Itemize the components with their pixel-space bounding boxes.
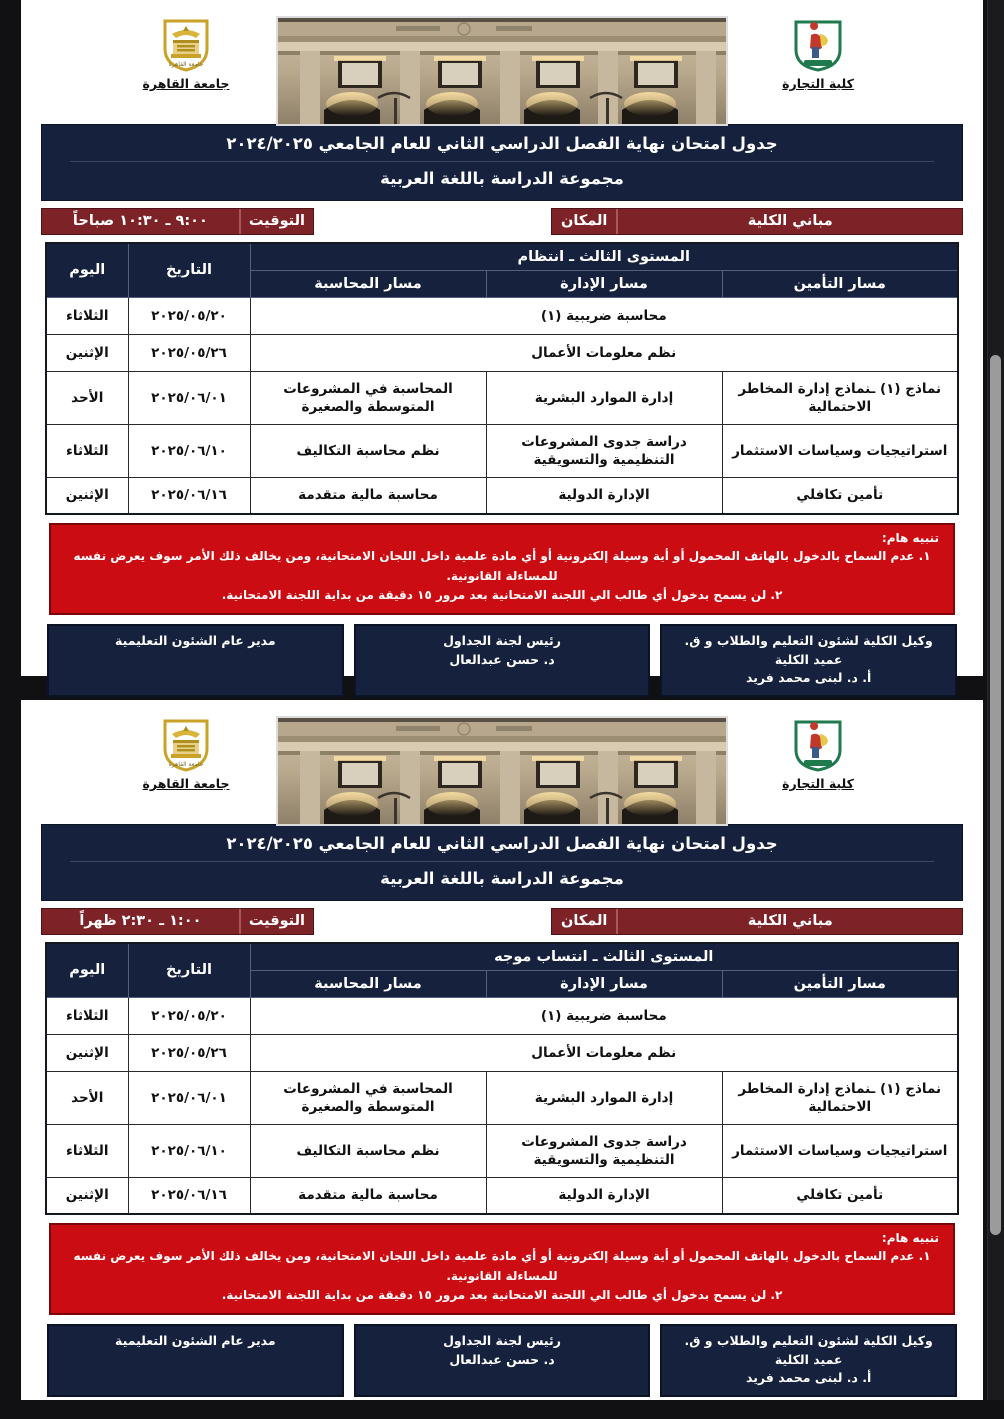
title-divider [70,861,934,862]
vertical-scrollbar-thumb[interactable] [990,355,1001,1235]
page-1-level-header: المستوى الثالث ـ انتظام [250,243,958,271]
page-1-time-chip [41,208,314,235]
page-2-title-block [41,824,963,901]
page-1-signature-schedule-chair-role: رئيس لجنة الجداول [443,632,561,648]
page-2-info-strip [41,908,963,935]
page-2-row-4-insurance: تأمين تكافلي [722,1177,958,1214]
page-2-row-1-day: الإثنين [46,1034,128,1071]
page-2-row-3-accounting: نظم محاسبة التكاليف [250,1124,486,1177]
page-1-table-body [46,297,958,514]
page-1-row-3-management: دراسة جدوى المشروعات التنظيمية والتسويقية [486,424,722,477]
page-2-row-0-date: ٢٠٢٥/٠٥/٢٠ [128,997,250,1034]
page-2-signature-vice-dean-role: وكيل الكلية لشئون التعليم والطلاب و ق. عميد الكلية [684,1332,933,1367]
page-1-row-2-accounting: المحاسبة في المشروعات المتوسطة والصغيرة [250,371,486,424]
cairo-university-shield-logo [160,716,212,772]
page-1-row-4-date: ٢٠٢٥/٠٦/١٦ [128,477,250,514]
page-2-signature-row [47,1324,957,1397]
svg-text:جامعة القاهرة: جامعة القاهرة [168,61,204,68]
page-1-row-4-day: الإثنين [46,477,128,514]
page-1-row-3-insurance: استراتيجيات وسياسات الاستثمار [722,424,958,477]
page-2-notice-title: تنبيه هام: [881,1231,939,1246]
page-2-place-label: المكان [552,909,618,934]
page-1-row-2-insurance: نماذج (١) ـنماذج إدارة المخاطر الاحتمالية [722,371,958,424]
page-1-row-3-accounting: نظم محاسبة التكاليف [250,424,486,477]
page-1-signature-vice-dean-name: أ. د. لبنى محمد فريد [745,670,872,686]
page-1-signature-row [47,624,957,697]
page-2-col-insurance: مسار التأمين [722,970,958,997]
page-1-notice-title: تنبيه هام: [881,531,939,546]
page-2-signature-vice-dean [660,1324,957,1397]
page-2-content [21,700,983,1419]
page-2-row-0-day: الثلاثاء [46,997,128,1034]
page-2-exam-table [45,942,959,1216]
page-2-notice-item-1: ١. عدم السماح بالدخول بالهاتف المحمول أو أية وسيلة إلكترونية أو أي مادة علمية داخل اللجان الامتحانية، ومن يخالف ذلك الأمر سوف يعرض نفسه للمساءلة القانونية. [73,1249,931,1283]
page-1-row-4-accounting: محاسبة مالية متقدمة [250,477,486,514]
faculty-of-commerce-shield-logo [792,16,844,72]
page-2-row-1-date: ٢٠٢٥/٠٥/٢٦ [128,1034,250,1071]
page-1-place-label: المكان [552,209,618,234]
table-row [46,424,958,477]
page-1-table-wrap [41,242,963,516]
page-1-row-1-date: ٢٠٢٥/٠٥/٢٦ [128,334,250,371]
page-2-row-3-management: دراسة جدوى المشروعات التنظيمية والتسويقية [486,1124,722,1177]
document-page-2 [21,700,983,1419]
page-2-signature-schedule-chair-role: رئيس لجنة الجداول [443,1332,561,1348]
svg-text:جامعة القاهرة: جامعة القاهرة [168,761,204,768]
page-2-signature-schedule-chair [354,1324,651,1397]
table-row [46,477,958,514]
brand-cairo-university-label: جامعة القاهرة [142,776,230,791]
page-1-signature-schedule-chair-name: د. حسن عبدالعال [449,651,555,667]
page-1-col-management: مسار الإدارة [486,270,722,297]
table-row [46,1177,958,1214]
page-2-row-4-date: ٢٠٢٥/٠٦/١٦ [128,1177,250,1214]
brand-faculty-of-commerce [743,16,893,91]
page-1-notice-item-2: ٢. لن يسمح بدخول أي طالب الي اللجنة الامتحانية بعد مرور ١٥ دقيقة من بداية اللجنة الامتحانية. [221,587,783,602]
page-2-level-header: المستوى الثالث ـ انتساب موجه [250,943,958,971]
page-2-row-1-subject: نظم معلومات الأعمال [250,1034,958,1071]
page-1-row-4-insurance: تأمين تكافلي [722,477,958,514]
table-row [46,1071,958,1124]
table-row [46,371,958,424]
page-2-col-date: التاريخ [128,943,250,998]
page-2-row-3-day: الثلاثاء [46,1124,128,1177]
page-1-signature-vice-dean-role: وكيل الكلية لشئون التعليم والطلاب و ق. عميد الكلية [684,632,933,667]
brand-faculty-of-commerce-label: كلية التجارة [782,76,854,91]
page-2-signature-education-director [47,1324,344,1397]
brand-cairo-university [111,16,261,91]
page-2-row-4-accounting: محاسبة مالية متقدمة [250,1177,486,1214]
page-1-col-insurance: مسار التأمين [722,270,958,297]
page-1-signature-education-director [47,624,344,697]
table-row [46,1124,958,1177]
brand-faculty-of-commerce [743,716,893,791]
page-1-exam-table [45,242,959,516]
page-1-place-chip [551,208,963,235]
page-2-table-wrap [41,942,963,1216]
page-1-row-1-day: الإثنين [46,334,128,371]
page-1-col-day: اليوم [46,243,128,298]
table-row [46,334,958,371]
document-page-1 [21,0,983,686]
page-1-signature-education-director-role: مدير عام الشئون التعليمية [115,632,276,648]
table-row [46,1034,958,1071]
page-2-title-primary: جدول امتحان نهاية الفصل الدراسي الثاني للعام الجامعي ٢٠٢٤/٢٠٢٥ [226,834,778,853]
title-divider [70,161,934,162]
page-2-col-accounting: مسار المحاسبة [250,970,486,997]
cairo-university-shield-logo [160,16,212,72]
page-1-time-value: ٩:٠٠ ـ ١٠:٣٠ صباحاً [72,213,208,230]
page-1-row-0-subject: محاسبة ضريبية (١) [250,297,958,334]
page-2-table-head [46,943,958,998]
page-2-time-value: ١:٠٠ ـ ٢:٣٠ ظهراً [79,913,202,930]
page-2-header [41,700,963,822]
page-2-row-2-day: الأحد [46,1071,128,1124]
page-1-title-secondary: مجموعة الدراسة باللغة العربية [380,168,624,188]
page-2-signature-schedule-chair-name: د. حسن عبدالعال [449,1351,555,1367]
vertical-scrollbar-track[interactable] [987,0,1004,1400]
brand-faculty-of-commerce-label: كلية التجارة [782,776,854,791]
faculty-building-night-photo [276,16,728,126]
page-2-col-management: مسار الإدارة [486,970,722,997]
page-2-place-value: مباني الكلية [747,913,833,930]
page-2-row-2-date: ٢٠٢٥/٠٦/٠١ [128,1071,250,1124]
page-2-title-secondary: مجموعة الدراسة باللغة العربية [380,868,624,888]
page-1-title-primary: جدول امتحان نهاية الفصل الدراسي الثاني للعام الجامعي ٢٠٢٤/٢٠٢٥ [226,134,778,153]
page-2-table-body [46,997,958,1214]
page-1-signature-vice-dean [660,624,957,697]
page-1-col-accounting: مسار المحاسبة [250,270,486,297]
page-1-notice-item-1: ١. عدم السماح بالدخول بالهاتف المحمول أو أية وسيلة إلكترونية أو أي مادة علمية داخل اللجان الامتحانية، ومن يخالف ذلك الأمر سوف يعرض نفسه للمساءلة القانونية. [73,549,931,583]
brand-cairo-university-label: جامعة القاهرة [142,76,230,91]
page-1-row-3-date: ٢٠٢٥/٠٦/١٠ [128,424,250,477]
page-1-row-2-day: الأحد [46,371,128,424]
table-row [46,297,958,334]
page-2-row-3-date: ٢٠٢٥/٠٦/١٠ [128,1124,250,1177]
page-2-row-3-insurance: استراتيجيات وسياسات الاستثمار [722,1124,958,1177]
page-2-row-0-subject: محاسبة ضريبية (١) [250,997,958,1034]
page-2-important-notice [49,1223,955,1315]
page-1-table-head [46,243,958,298]
page-2-row-4-day: الإثنين [46,1177,128,1214]
page-1-row-4-management: الإدارة الدولية [486,477,722,514]
page-2-time-chip [41,908,314,935]
page-1-signature-schedule-chair [354,624,651,697]
page-2-notice-item-2: ٢. لن يسمح بدخول أي طالب الي اللجنة الامتحانية بعد مرور ١٥ دقيقة من بداية اللجنة الامتحانية. [221,1287,783,1302]
page-1-important-notice [49,523,955,615]
page-2-col-day: اليوم [46,943,128,998]
page-2-place-chip [551,908,963,935]
page-1-row-2-date: ٢٠٢٥/٠٦/٠١ [128,371,250,424]
page-1-row-1-subject: نظم معلومات الأعمال [250,334,958,371]
page-2-signature-vice-dean-name: أ. د. لبنى محمد فريد [745,1370,872,1386]
page-1-row-0-day: الثلاثاء [46,297,128,334]
page-1-content [21,0,983,686]
page-1-info-strip [41,208,963,235]
page-1-title-block [41,124,963,201]
page-1-row-0-date: ٢٠٢٥/٠٥/٢٠ [128,297,250,334]
page-2-signature-education-director-role: مدير عام الشئون التعليمية [115,1332,276,1348]
page-2-row-2-accounting: المحاسبة في المشروعات المتوسطة والصغيرة [250,1071,486,1124]
page-1-header [41,0,963,122]
page-2-page-number: ٦ [548,1405,556,1419]
table-row [46,997,958,1034]
page-2-row-4-management: الإدارة الدولية [486,1177,722,1214]
page-1-row-3-day: الثلاثاء [46,424,128,477]
page-1-time-label: التوقيت [239,209,313,234]
page-1-col-date: التاريخ [128,243,250,298]
page-2-row-2-insurance: نماذج (١) ـنماذج إدارة المخاطر الاحتمالية [722,1071,958,1124]
page-2-row-2-management: إدارة الموارد البشرية [486,1071,722,1124]
page-1-place-value: مباني الكلية [747,213,833,230]
page-1-row-2-management: إدارة الموارد البشرية [486,371,722,424]
page-2-time-label: التوقيت [239,909,313,934]
faculty-building-night-photo [276,716,728,826]
faculty-of-commerce-shield-logo [792,716,844,772]
brand-cairo-university [111,716,261,791]
